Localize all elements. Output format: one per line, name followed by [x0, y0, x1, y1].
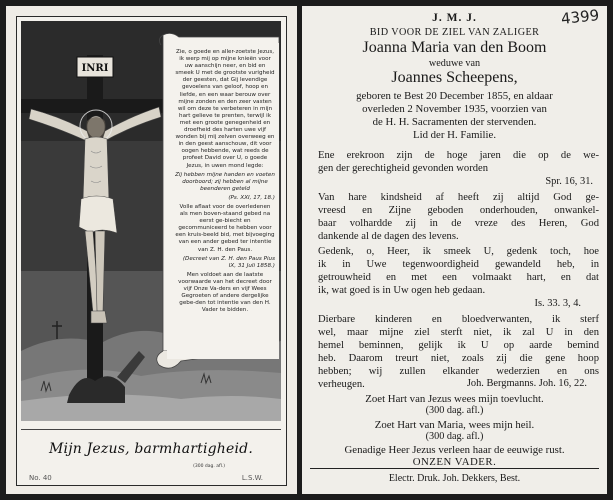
prayer-paragraph-1: Zie, o goede en aller-zoetste Jezus, ik werp mij op mijne knieën voor uw aanschijn neer, en bid en smeek U met de grootste vurigheid der geesten, dat Gij levendige gevoelens van geloof, hoop en liefde, en een waar berouw over mijne zonden en den zeer vasten wil om deze te verbeteren in mijn hart gelieve te prenten, terwijl ik met een groote genegenheid en droefheid des harten uwe vijf wonden bij mij zelven overweeg en in den geest aanschouw, dit voor oogen hebbende, wat reeds de profeet David over U, o goede Jezus, in uwen mond legde: [175, 49, 275, 169]
paragraph-4-line: hebben; wij zullen elkander wederzien en ons [318, 366, 599, 377]
bio-line-3: de H. H. Sacramenten der stervenden. [372, 116, 537, 128]
paragraph-4-line: hemel beminnen, gelijk ik U op aarde bemind [318, 340, 599, 351]
paragraph-2-line: baar volhardde zij in de vreze des Heren, God [318, 218, 599, 229]
bio-line-4: Lid der H. Familie. [412, 129, 497, 141]
ejaculation-2: Zoet Hart van Maria, wees mijn heil. [374, 419, 535, 431]
paragraph-2-line: vreesd en Zijne geboden onderhouden, onwankel- [318, 205, 599, 216]
bio-line-1: geboren te Best 20 December 1855, en aldaar [356, 90, 553, 102]
inri-plaque-text: INRI [81, 63, 109, 74]
prayer-psalm-cite: (Ps. XXI, 17, 18.) [228, 194, 275, 201]
quote-1-cite: Spr. 16, 31. [545, 176, 593, 187]
paragraph-2-line: Van hare kindsheid af heeft zij altijd God ge- [318, 192, 599, 203]
spouse-name: Joannes Scheepens, [391, 69, 518, 86]
card-code: L.S.W. [241, 474, 263, 482]
widow-of: weduwe van [428, 58, 481, 69]
card-number: No. 40 [29, 474, 52, 482]
paragraph-3 [318, 245, 599, 297]
paragraph-4-line: verheugen. [318, 379, 365, 390]
intro-line: BID VOOR DE ZIEL VAN ZALIGER [369, 27, 540, 38]
bio-line-2: overleden 2 November 1935, voorzien van [362, 103, 547, 115]
prayer-decree-cite: (Decreet van Z. H. den Paus Pius IX, 31 Juli 1858.) [182, 255, 275, 269]
prayer-psalm-quote: Zij hebben mijne handen en voeten doorboord; zij hebben al mijne beenderen geteld [175, 171, 275, 192]
prayer-card-back [302, 6, 607, 494]
ejaculation-1: Zoet Hart van Jezus wees mijn toevlucht. [365, 393, 544, 405]
prayer-indulgence: Volle aflaat voor de overledenen als men boven-staand gebed na eerst ge-biecht en gecommuniceerd te hebben voor een kruis-beeld bid, met bijvoeging van een ander gebed ter intentie van Z. H. den Paus. [175, 203, 275, 253]
ejaculation-1-indulgence: (300 dag. afl.) [425, 405, 484, 416]
onzen-vader: ONZEN VADER. [412, 456, 497, 468]
paragraph-3-line: Gedenk, o, Heer, ik smeek U, gedenk toch, hoe [318, 246, 599, 257]
banner-title: Mijn Jezus, barmhartigheid. [49, 441, 253, 457]
quote-1-line: Ene erekroon zijn de hoge jaren die op de we- [318, 150, 599, 161]
quote-1 [318, 149, 599, 175]
paragraph-4-line: heb. Daarom treurt niet, zoals zij die gene hoop [318, 353, 599, 364]
prayer-scroll [167, 43, 279, 359]
closing-prayer: Genadige Heer Jezus verleen haar de eeuwige rust. [344, 444, 565, 456]
ejaculation-2-indulgence: (300 dag. afl.) [425, 431, 484, 442]
handwritten-number: 4399 [559, 6, 600, 28]
quote-1-line: gen der gerechtigheid gevonden worden [318, 163, 489, 174]
banner-indulgence: (300 dag. afl.) [193, 464, 225, 469]
paragraph-3-cite: Is. 33. 3, 4. [534, 298, 581, 309]
paragraph-2 [318, 191, 599, 243]
paragraph-4-line: Dierbare kinderen en bloedverwanten, ik sterf [318, 314, 599, 325]
prayer-text [175, 49, 275, 316]
paragraph-3-line: getrouwheid en met een volmaakt hart, en dat [318, 272, 599, 283]
paragraph-4-cite: Joh. Bergmanns. Joh. 16, 22. [466, 378, 587, 389]
paragraph-4-line: wel, maar mijne ziel sterft niet, ik zal U in den [318, 327, 599, 338]
ejaculation-banner [21, 429, 281, 480]
crucifixion-engraving [21, 21, 281, 421]
paragraph-3-line: ik, wat goed is in Uw ogen heb gedaan. [318, 285, 486, 296]
prayer-conditions: Men voldoet aan de laatste voorwaarde van het decreet door vijf Onze Va-ders en vijf Wees Gegroeten of andere dergelijke gebe-den tot intentie van den H. Vader te bidden. [178, 271, 272, 314]
paragraph-3-line: ik in Uwe tegenwoordigheid gewandeld heb, in [318, 259, 599, 270]
header-jmj: J. M. J. [432, 12, 477, 24]
card-frame [16, 16, 287, 486]
prayer-card-front [6, 6, 297, 494]
printer-imprint: Electr. Druk. Joh. Dekkers, Best. [310, 468, 599, 484]
paragraph-2-line: dankende al de dagen des levens. [318, 231, 459, 242]
deceased-name: Joanna Maria van den Boom [362, 39, 547, 56]
